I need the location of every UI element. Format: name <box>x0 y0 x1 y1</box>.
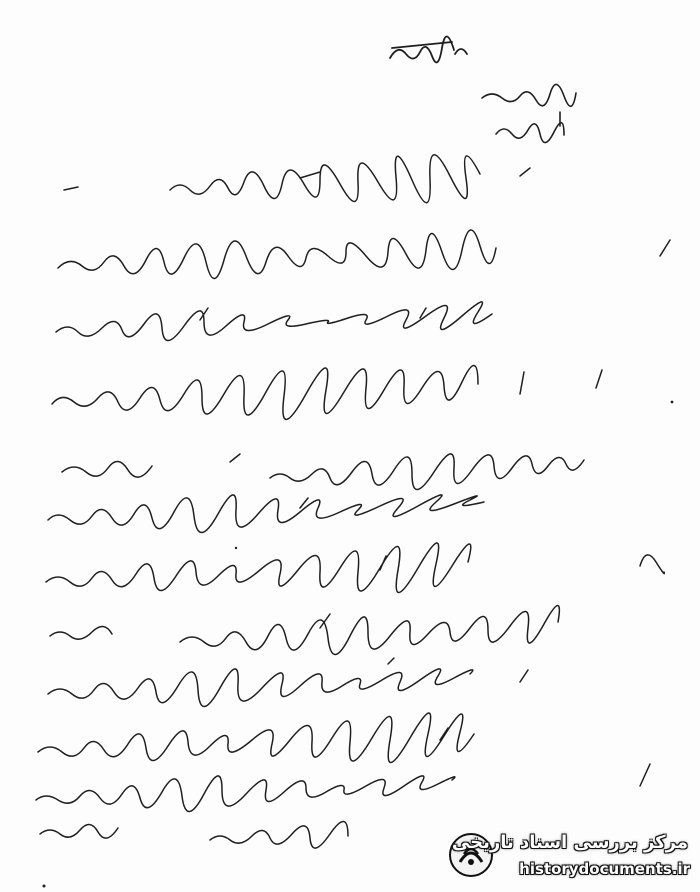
watermark-url: historydocuments.ir <box>519 860 690 878</box>
heading-handwriting <box>390 36 467 62</box>
addressee-handwriting <box>482 84 576 142</box>
watermark <box>448 828 692 886</box>
body-handwriting <box>36 155 670 848</box>
scan-specks <box>43 401 674 888</box>
watermark-title: مرکز بررسی اسناد تاریخی <box>451 832 688 853</box>
